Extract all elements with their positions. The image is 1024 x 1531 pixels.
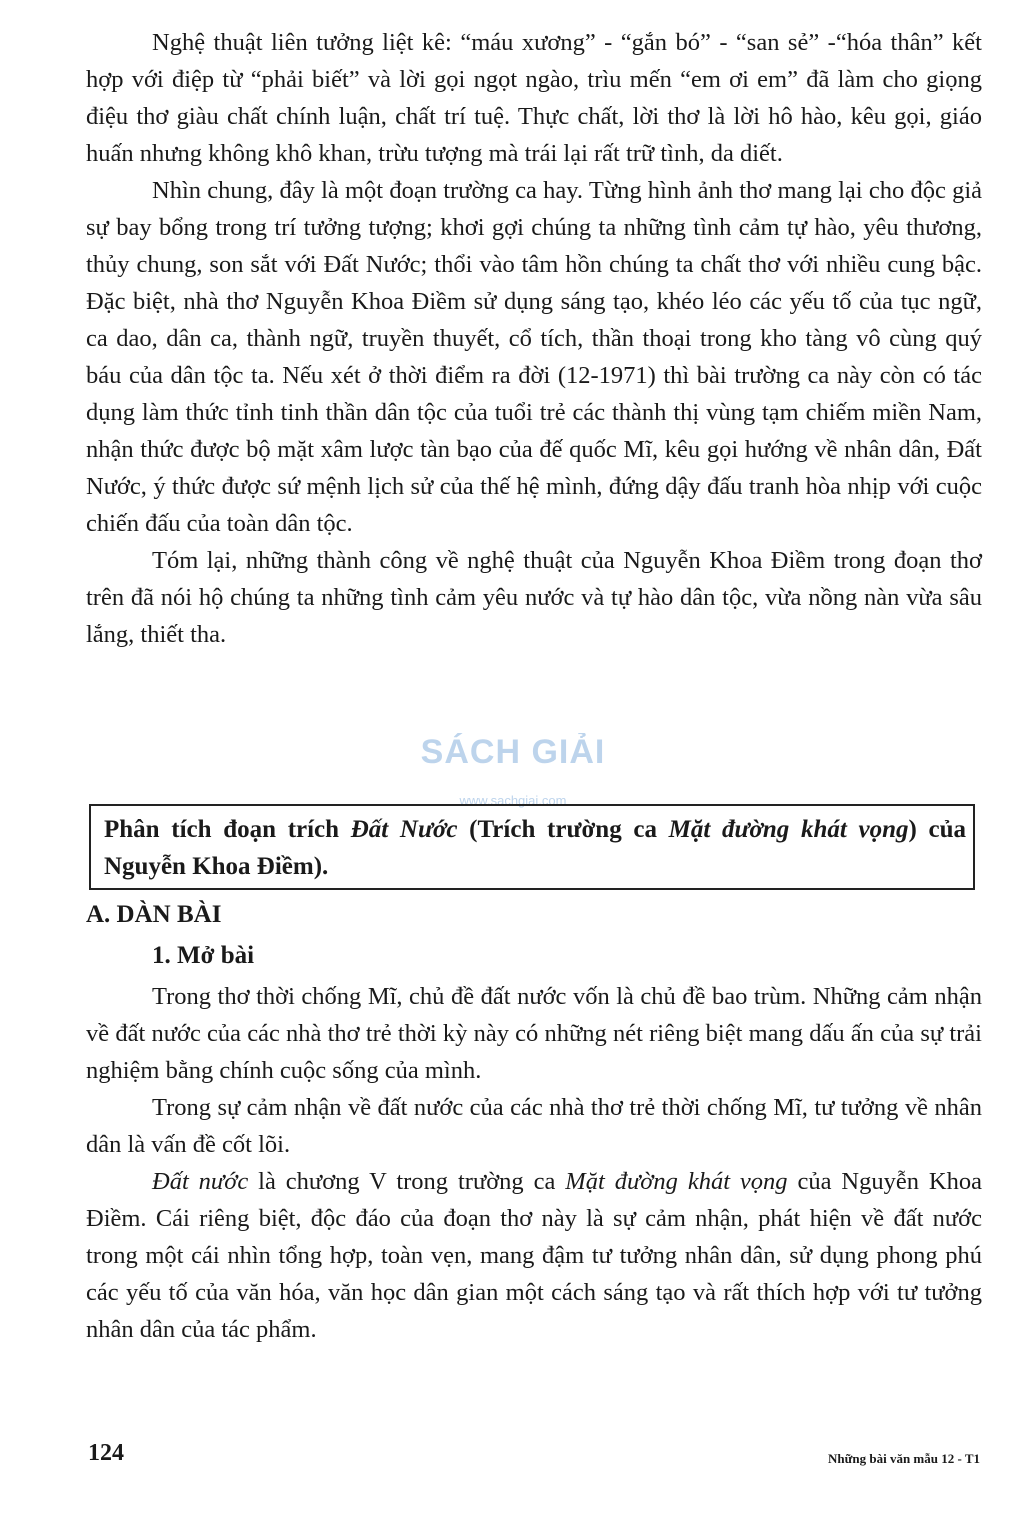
chapter-title: Đất nước (152, 1168, 249, 1195)
section-heading-outline: A. DÀN BÀI (86, 901, 222, 928)
text-block-bottom (86, 978, 982, 1348)
subsection-heading-intro: 1. Mở bài (152, 942, 255, 969)
assignment-title-epic: Mặt đường khát vọng (668, 816, 909, 843)
page-number: 124 (88, 1440, 124, 1466)
assignment-title-part2: (Trích trường ca (457, 816, 669, 843)
assignment-title-work: Đất Nước (350, 816, 458, 843)
assignment-title-part1: Phân tích đoạn trích (104, 816, 351, 843)
chapter-text-2: của Nguyễn Khoa Điềm. Cái riêng biệt, độc đáo của đoạn thơ này là sự cảm nhận, phát hiện về đất nước trong một cái nhìn tổng hợp, toàn vẹn, mang đậm tư tưởng nhân dân, sử dụng phong phú các yếu tố của văn hóa, văn học dân gian một cách sáng tạo và rất thích hợp với tư tưởng nhân dân của tác phẩm. (86, 1168, 982, 1343)
paragraph-art-analysis: Nghệ thuật liên tưởng liệt kê: “máu xương” - “gắn bó” - “san sẻ” -“hóa thân” kết hợp với điệp từ “phải biết” và lời gọi ngọt ngào, trìu mến “em ơi em” đã làm cho giọng điệu thơ giàu chất chính luận, chất trí tuệ. Thực chất, lời thơ là lời hô hào, kêu gọi, giáo huấn nhưng không khô khan, trừu tượng mà trái lại rất trữ tình, da diết. (86, 29, 982, 167)
watermark-logo: SÁCH GIẢI (420, 733, 606, 771)
epic-title: Mặt đường khát vọng (565, 1168, 788, 1195)
paragraph-theme: Trong thơ thời chống Mĩ, chủ đề đất nước vốn là chủ đề bao trùm. Những cảm nhận về đất nước của các nhà thơ trẻ thời kỳ này có những nét riêng biệt mang dấu ấn của sự trải nghiệm bằng chính cuộc sống của mình. (86, 983, 982, 1084)
paragraph-chapter (86, 1163, 982, 1348)
paragraph-overview: Nhìn chung, đây là một đoạn trường ca hay. Từng hình ảnh thơ mang lại cho độc giả sự bay bổng trong trí tưởng tượng; khơi gợi chúng ta những tình cảm tự hào, yêu thương, thủy chung, son sắt với Đất Nước; thổi vào tâm hồn chúng ta chất thơ với nhiều cung bậc. Đặc biệt, nhà thơ Nguyễn Khoa Điềm sử dụng sáng tạo, khéo léo các yếu tố của tục ngữ, ca dao, dân ca, thành ngữ, truyền thuyết, cổ tích, thần thoại trong kho tàng vô cùng quý báu của dân tộc ta. Nếu xét ở thời điểm ra đời (12-1971) thì bài trường ca này còn có tác dụng làm thức tỉnh tinh thần dân tộc của tuổi trẻ các thành thị vùng tạm chiếm miền Nam, nhận thức được bộ mặt xâm lược tàn bạo của đế quốc Mĩ, kêu gọi hướng về nhân dân, Đất Nước, ý thức được sứ mệnh lịch sử của thế hệ mình, đứng dậy đấu tranh hòa nhịp với cuộc chiến đấu của toàn dân tộc. (86, 177, 982, 537)
paragraph-people-idea: Trong sự cảm nhận về đất nước của các nhà thơ trẻ thời chống Mĩ, tư tưởng về nhân dân là vấn đề cốt lõi. (86, 1094, 982, 1158)
watermark-url: www.sachgiai.com (459, 793, 567, 808)
chapter-text-1: là chương V trong trường ca (248, 1168, 566, 1195)
assignment-title (104, 811, 966, 885)
assignment-title-part3: ) của Nguyễn Khoa Điềm). (104, 816, 967, 880)
running-footer-title: Những bài văn mẫu 12 - T1 (827, 1451, 980, 1466)
text-block-top (86, 24, 982, 653)
paragraph-conclusion: Tóm lại, những thành công về nghệ thuật của Nguyễn Khoa Điềm trong đoạn thơ trên đã nói hộ chúng ta những tình cảm yêu nước và tự hào dân tộc, vừa nồng nàn vừa sâu lắng, thiết tha. (86, 547, 982, 648)
